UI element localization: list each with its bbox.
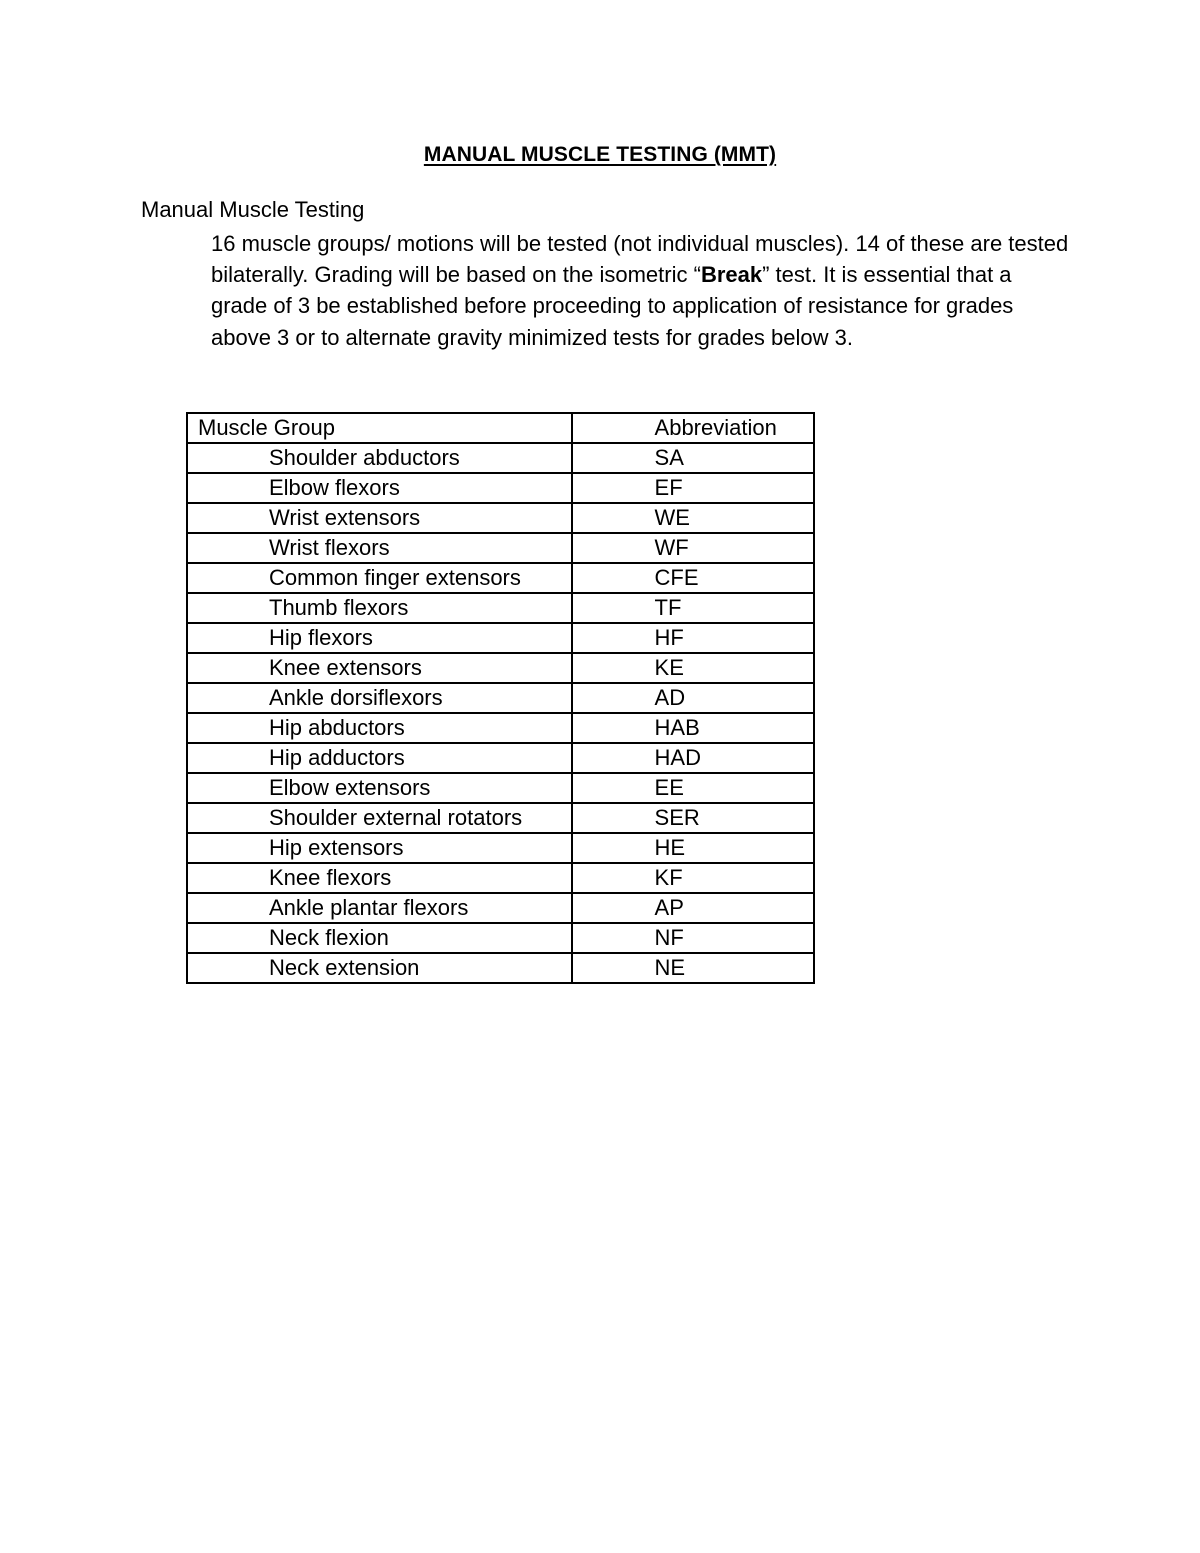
header-muscle-group: Muscle Group [187,413,572,443]
table-row [187,593,814,623]
table-row [187,713,814,743]
muscle-group-cell: Ankle dorsiflexors [187,683,572,713]
table-row [187,503,814,533]
muscle-group-cell: Elbow extensors [187,773,572,803]
abbreviation-cell: HAB [572,713,814,743]
abbreviation-cell: AP [572,893,814,923]
muscle-group-cell: Hip abductors [187,713,572,743]
page-title: MANUAL MUSCLE TESTING (MMT) [423,143,777,166]
intro-text-start: 16 muscle groups/ motions will be tested (not individual muscles). 14 of these are tested bilaterally. Grading will be based on the isometric “ [211,231,1069,288]
muscle-group-cell: Hip flexors [187,623,572,653]
abbreviation-cell: TF [572,593,814,623]
intro-paragraph [211,228,1071,353]
muscle-group-cell: Shoulder external rotators [187,803,572,833]
table-row [187,533,814,563]
table-row [187,773,814,803]
muscle-group-table [186,412,815,984]
abbreviation-cell: HAD [572,743,814,773]
abbreviation-cell: KE [572,653,814,683]
table-row [187,623,814,653]
table-row [187,683,814,713]
table-row [187,863,814,893]
muscle-group-cell: Neck flexion [187,923,572,953]
table-row [187,473,814,503]
muscle-group-cell: Shoulder abductors [187,443,572,473]
intro-text-bold: Break [700,262,763,288]
table-body [187,443,814,983]
table-row [187,833,814,863]
table-row [187,953,814,983]
table-header-row [187,413,814,443]
table-row [187,563,814,593]
abbreviation-cell: HF [572,623,814,653]
section-heading: Manual Muscle Testing [141,197,365,222]
muscle-group-cell: Knee flexors [187,863,572,893]
muscle-group-cell: Elbow flexors [187,473,572,503]
abbreviation-cell: NF [572,923,814,953]
abbreviation-cell: NE [572,953,814,983]
abbreviation-cell: AD [572,683,814,713]
abbreviation-cell: SER [572,803,814,833]
abbreviation-cell: WE [572,503,814,533]
table-row [187,803,814,833]
abbreviation-cell: HE [572,833,814,863]
muscle-group-cell: Wrist extensors [187,503,572,533]
header-abbreviation: Abbreviation [572,413,814,443]
intro-text-end: ” test. It is essential that a grade of 3 be established before proceeding to application of resistance for grades above 3 or to alternate gravity minimized tests for grades below 3. [211,262,1014,350]
muscle-group-cell: Thumb flexors [187,593,572,623]
muscle-group-cell: Knee extensors [187,653,572,683]
table-row [187,893,814,923]
table-row [187,443,814,473]
abbreviation-cell: KF [572,863,814,893]
muscle-group-cell: Wrist flexors [187,533,572,563]
muscle-group-cell: Hip adductors [187,743,572,773]
table-row [187,743,814,773]
abbreviation-cell: SA [572,443,814,473]
abbreviation-cell: EE [572,773,814,803]
muscle-group-cell: Common finger extensors [187,563,572,593]
muscle-group-cell: Ankle plantar flexors [187,893,572,923]
abbreviation-cell: WF [572,533,814,563]
muscle-group-cell: Neck extension [187,953,572,983]
abbreviation-cell: EF [572,473,814,503]
table-row [187,923,814,953]
abbreviation-cell: CFE [572,563,814,593]
muscle-group-cell: Hip extensors [187,833,572,863]
table-row [187,653,814,683]
